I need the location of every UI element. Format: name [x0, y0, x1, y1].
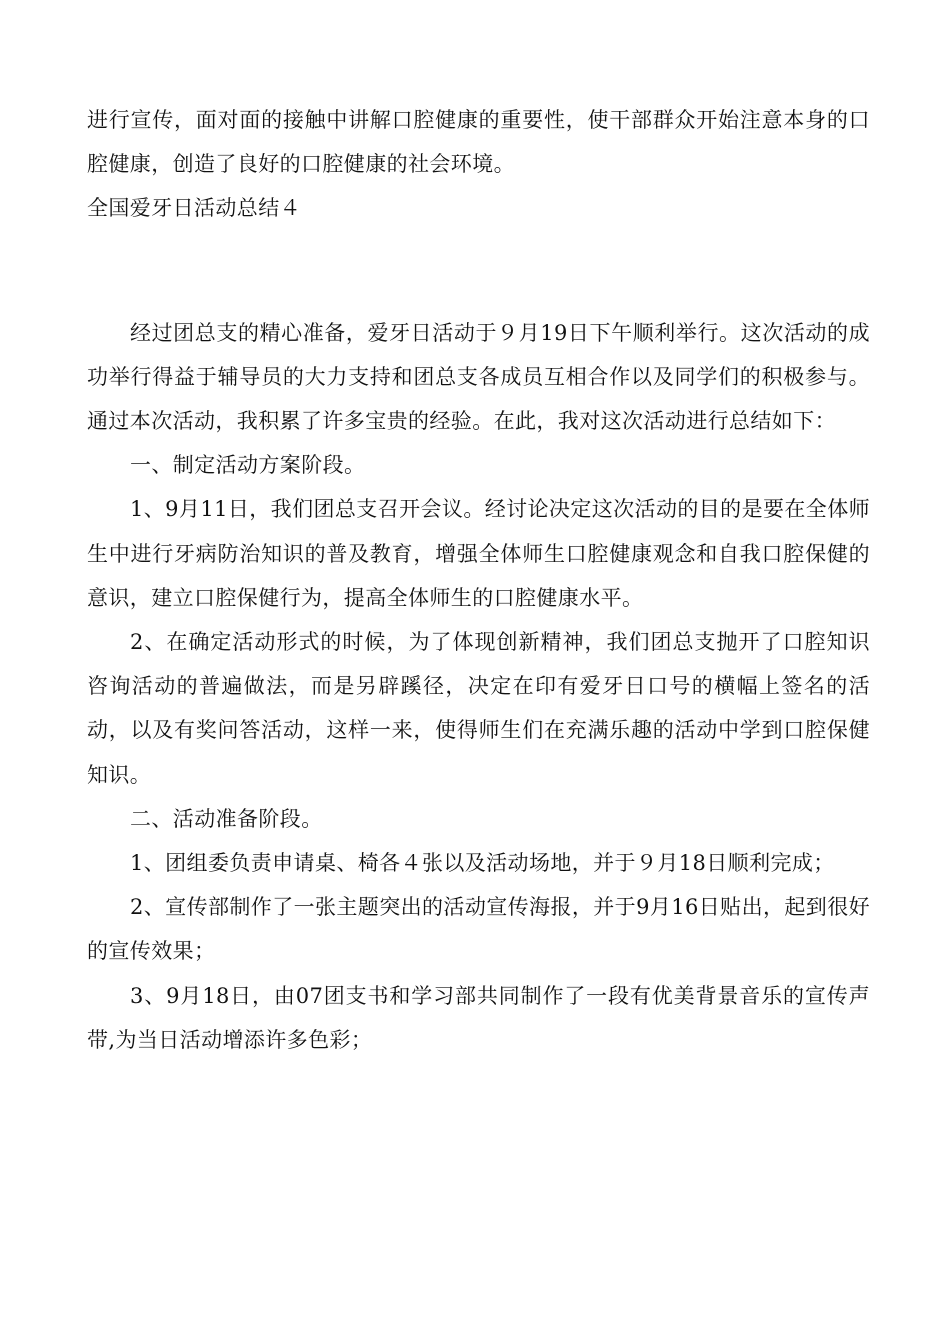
paragraph-item-2-1: 1、团组委负责申请桌、椅各４张以及活动场地，并于９月18日顺利完成；	[130, 851, 835, 876]
paragraph-intro: 经过团总支的精心准备，爱牙日活动于９月19日下午顺利举行。这次活动的成功举行得益于辅导员的大力支持和团总支各成员互相合作以及同学们的积极参与。通过本次活动，我积累了许多宝贵的经验。在此，我对这次活动进行总结如下：	[87, 320, 870, 434]
paragraph-item-2-2: 2、宣传部制作了一张主题突出的活动宣传海报，并于9月16日贴出，起到很好的宣传效果；	[87, 895, 870, 964]
section-heading-2: 二、活动准备阶段。	[130, 806, 323, 831]
paragraph-item-2-3: 3、9月18日，由07团支书和学习部共同制作了一段有优美背景音乐的宣传声带,为当日活动增添许多色彩；	[87, 983, 870, 1052]
section-heading-1: 一、制定活动方案阶段。	[130, 453, 366, 478]
paragraph-item-1-1: 1、9月11日，我们团总支召开会议。经讨论决定这次活动的目的是要在全体师生中进行牙病防治知识的普及教育，增强全体师生口腔健康观念和自我口腔保健的意识，建立口腔保健行为，提高全体师生的口腔健康水平。	[87, 497, 870, 610]
paragraph-continuation: 进行宣传，面对面的接触中讲解口腔健康的重要性，使干部群众开始注意本身的口腔健康，创造了良好的口腔健康的社会环境。	[87, 108, 870, 177]
document-body	[87, 98, 870, 1062]
section-title: 全国爱牙日活动总结４	[87, 196, 301, 221]
paragraph-item-1-2: 2、在确定活动形式的时候，为了体现创新精神，我们团总支抛开了口腔知识咨询活动的普遍做法，而是另辟蹊径，决定在印有爱牙日口号的横幅上签名的活动，以及有奖问答活动，这样一来，使得师生们在充满乐趣的活动中学到口腔保健知识。	[87, 630, 870, 787]
